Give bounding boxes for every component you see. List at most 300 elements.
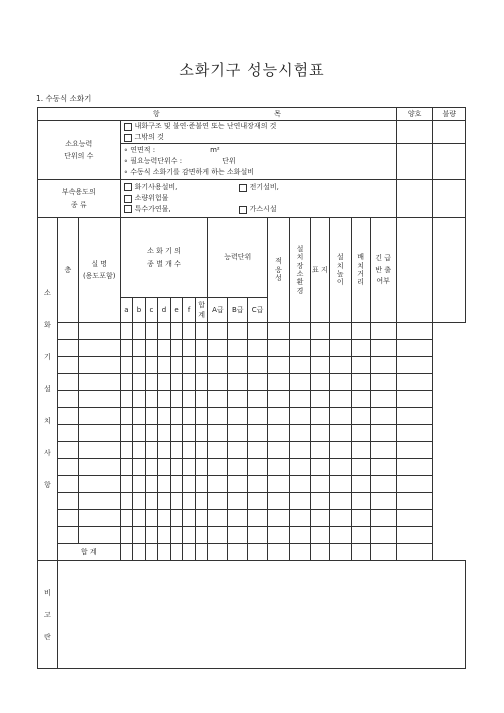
entry-cell[interactable] <box>370 357 396 374</box>
entry-cell[interactable] <box>329 357 351 374</box>
entry-cell[interactable] <box>290 425 311 442</box>
loc-char: 환 <box>296 278 304 287</box>
entry-cell[interactable] <box>170 374 183 391</box>
install-good-cell[interactable] <box>396 218 433 323</box>
entry-cell[interactable] <box>78 476 120 493</box>
entry-cell[interactable] <box>396 442 433 459</box>
entry-cell[interactable] <box>158 391 171 408</box>
entry-cell[interactable] <box>120 527 133 544</box>
capacity-option-2[interactable] <box>121 132 396 143</box>
entry-cell[interactable] <box>57 357 78 374</box>
entry-cell[interactable] <box>183 408 196 425</box>
entry-cell[interactable] <box>268 476 290 493</box>
entry-cell[interactable] <box>370 323 396 340</box>
entry-cell[interactable] <box>248 391 268 408</box>
capacity-label-2: 단위의 수 <box>64 152 94 160</box>
entry-cell[interactable] <box>183 391 196 408</box>
entry-cell[interactable] <box>351 527 370 544</box>
entry-cell[interactable] <box>310 425 329 442</box>
entry-cell[interactable] <box>120 425 133 442</box>
entry-cell[interactable] <box>170 425 183 442</box>
entry-cell[interactable] <box>248 357 268 374</box>
entry-cell[interactable] <box>57 510 78 527</box>
entry-cell[interactable] <box>268 357 290 374</box>
entry-cell[interactable] <box>268 408 290 425</box>
entry-cell[interactable] <box>170 459 183 476</box>
entry-cell[interactable] <box>183 527 196 544</box>
entry-cell[interactable] <box>158 459 171 476</box>
entry-cell[interactable] <box>290 510 311 527</box>
entry-cell[interactable] <box>120 340 133 357</box>
entry-cell[interactable] <box>268 459 290 476</box>
entry-cell[interactable] <box>228 391 248 408</box>
entry-cell[interactable] <box>78 442 120 459</box>
entry-cell[interactable] <box>290 357 311 374</box>
entry-cell[interactable] <box>396 391 433 408</box>
table-row <box>38 357 466 374</box>
entry-cell[interactable] <box>310 408 329 425</box>
entry-cell[interactable] <box>351 408 370 425</box>
header-item <box>38 108 397 121</box>
total-cell[interactable] <box>183 544 196 561</box>
entry-cell[interactable] <box>248 493 268 510</box>
checkbox-icon[interactable] <box>239 184 247 192</box>
entry-cell[interactable] <box>351 442 370 459</box>
entry-cell[interactable] <box>208 442 228 459</box>
entry-cell[interactable] <box>370 391 396 408</box>
entry-cell[interactable] <box>370 442 396 459</box>
entry-cell[interactable] <box>158 510 171 527</box>
entry-cell[interactable] <box>78 459 120 476</box>
entry-cell[interactable] <box>396 459 433 476</box>
checkbox-icon[interactable] <box>239 206 247 214</box>
entry-cell[interactable] <box>120 493 133 510</box>
entry-cell[interactable] <box>120 408 133 425</box>
capacity-good-cell[interactable] <box>396 121 433 144</box>
entry-cell[interactable] <box>57 374 78 391</box>
entry-cell[interactable] <box>183 459 196 476</box>
entry-cell[interactable] <box>268 493 290 510</box>
entry-cell[interactable] <box>170 408 183 425</box>
entry-cell[interactable] <box>396 323 433 340</box>
entry-cell[interactable] <box>145 374 158 391</box>
entry-cell[interactable] <box>145 493 158 510</box>
entry-cell[interactable] <box>268 442 290 459</box>
total-cell[interactable] <box>170 544 183 561</box>
entry-cell[interactable] <box>208 510 228 527</box>
entry-cell[interactable] <box>396 493 433 510</box>
entry-cell[interactable] <box>370 459 396 476</box>
entry-cell[interactable] <box>228 510 248 527</box>
entry-cell[interactable] <box>195 510 208 527</box>
capacity-detail-bad-cell[interactable] <box>433 144 466 180</box>
entry-cell[interactable] <box>57 476 78 493</box>
entry-cell[interactable] <box>120 357 133 374</box>
entry-cell[interactable] <box>290 493 311 510</box>
entry-cell[interactable] <box>208 425 228 442</box>
entry-cell[interactable] <box>268 323 290 340</box>
entry-cell[interactable] <box>195 476 208 493</box>
entry-cell[interactable] <box>145 510 158 527</box>
total-cell[interactable] <box>268 544 290 561</box>
entry-cell[interactable] <box>228 323 248 340</box>
entry-cell[interactable] <box>268 340 290 357</box>
entry-cell[interactable] <box>329 459 351 476</box>
entry-cell[interactable] <box>396 425 433 442</box>
accessory-opt-4: 특수가연물, <box>134 205 171 214</box>
remarks-field[interactable] <box>57 561 465 669</box>
entry-cell[interactable] <box>120 476 133 493</box>
entry-cell[interactable] <box>248 476 268 493</box>
entry-cell[interactable] <box>351 340 370 357</box>
accessory-bad-cell[interactable] <box>433 180 466 218</box>
accessory-line-1 <box>121 182 396 193</box>
entry-cell[interactable] <box>370 408 396 425</box>
entry-cell[interactable] <box>351 391 370 408</box>
entry-cell[interactable] <box>170 323 183 340</box>
capacity-option-1[interactable] <box>121 121 396 132</box>
entry-cell[interactable] <box>351 357 370 374</box>
total-cell[interactable] <box>120 544 133 561</box>
entry-cell[interactable] <box>208 323 228 340</box>
entry-cell[interactable] <box>120 510 133 527</box>
entry-cell[interactable] <box>329 476 351 493</box>
entry-cell[interactable] <box>170 391 183 408</box>
entry-cell[interactable] <box>208 374 228 391</box>
table-row <box>38 425 466 442</box>
entry-cell[interactable] <box>57 323 78 340</box>
checkbox-icon[interactable] <box>124 123 132 131</box>
entry-cell[interactable] <box>57 493 78 510</box>
entry-cell[interactable] <box>183 357 196 374</box>
entry-cell[interactable] <box>310 391 329 408</box>
entry-cell[interactable] <box>195 374 208 391</box>
entry-cell[interactable] <box>78 391 120 408</box>
entry-cell[interactable] <box>158 357 171 374</box>
entry-cell[interactable] <box>78 527 120 544</box>
entry-cell[interactable] <box>396 340 433 357</box>
room-header-2: (용도포함) <box>82 272 116 280</box>
entry-cell[interactable] <box>170 442 183 459</box>
entry-cell[interactable] <box>351 374 370 391</box>
total-cell[interactable] <box>195 544 208 561</box>
entry-cell[interactable] <box>248 510 268 527</box>
entry-cell[interactable] <box>57 340 78 357</box>
entry-cell[interactable] <box>170 527 183 544</box>
entry-cell[interactable] <box>145 459 158 476</box>
entry-cell[interactable] <box>351 459 370 476</box>
entry-cell[interactable] <box>133 425 146 442</box>
entry-cell[interactable] <box>208 527 228 544</box>
entry-cell[interactable] <box>329 493 351 510</box>
entry-cell[interactable] <box>228 442 248 459</box>
entry-cell[interactable] <box>57 442 78 459</box>
checkbox-icon[interactable] <box>124 205 132 213</box>
entry-cell[interactable] <box>133 442 146 459</box>
entry-cell[interactable] <box>145 357 158 374</box>
entry-cell[interactable] <box>396 357 433 374</box>
entry-cell[interactable] <box>310 527 329 544</box>
entry-cell[interactable] <box>208 476 228 493</box>
entry-cell[interactable] <box>195 442 208 459</box>
entry-cell[interactable] <box>145 476 158 493</box>
capacity-detail-good-cell[interactable] <box>396 144 433 180</box>
entry-cell[interactable] <box>120 374 133 391</box>
entry-cell[interactable] <box>78 323 120 340</box>
entry-cell[interactable] <box>248 340 268 357</box>
entry-cell[interactable] <box>329 527 351 544</box>
entry-cell[interactable] <box>195 408 208 425</box>
entry-cell[interactable] <box>170 493 183 510</box>
entry-cell[interactable] <box>78 510 120 527</box>
entry-cell[interactable] <box>195 391 208 408</box>
entry-cell[interactable] <box>310 493 329 510</box>
entry-cell[interactable] <box>290 459 311 476</box>
entry-cell[interactable] <box>290 374 311 391</box>
entry-cell[interactable] <box>145 391 158 408</box>
count-header <box>120 218 208 298</box>
entry-cell[interactable] <box>133 510 146 527</box>
total-cell[interactable] <box>351 544 370 561</box>
entry-cell[interactable] <box>351 476 370 493</box>
entry-cell[interactable] <box>228 493 248 510</box>
entry-cell[interactable] <box>248 408 268 425</box>
entry-cell[interactable] <box>228 408 248 425</box>
entry-cell[interactable] <box>290 442 311 459</box>
checkbox-icon[interactable] <box>124 134 132 142</box>
entry-cell[interactable] <box>133 357 146 374</box>
entry-cell[interactable] <box>78 493 120 510</box>
entry-cell[interactable] <box>208 357 228 374</box>
entry-cell[interactable] <box>228 527 248 544</box>
entry-cell[interactable] <box>170 357 183 374</box>
entry-cell[interactable] <box>228 374 248 391</box>
entry-cell[interactable] <box>78 357 120 374</box>
entry-cell[interactable] <box>133 527 146 544</box>
entry-cell[interactable] <box>396 476 433 493</box>
entry-cell[interactable] <box>370 510 396 527</box>
entry-cell[interactable] <box>78 425 120 442</box>
entry-cell[interactable] <box>183 476 196 493</box>
entry-cell[interactable] <box>183 323 196 340</box>
dist-char: 리 <box>357 278 364 287</box>
entry-cell[interactable] <box>78 340 120 357</box>
entry-cell[interactable] <box>145 340 158 357</box>
entry-cell[interactable] <box>78 374 120 391</box>
entry-cell[interactable] <box>133 340 146 357</box>
entry-cell[interactable] <box>158 340 171 357</box>
entry-cell[interactable] <box>310 374 329 391</box>
total-cell[interactable] <box>310 544 329 561</box>
accessory-label-2: 종 류 <box>70 200 87 209</box>
accessory-options-cell <box>120 180 396 218</box>
entry-cell[interactable] <box>268 391 290 408</box>
entry-cell[interactable] <box>133 391 146 408</box>
entry-cell[interactable] <box>145 408 158 425</box>
entry-cell[interactable] <box>290 408 311 425</box>
entry-cell[interactable] <box>195 323 208 340</box>
entry-cell[interactable] <box>370 425 396 442</box>
entry-cell[interactable] <box>248 442 268 459</box>
entry-cell[interactable] <box>310 340 329 357</box>
entry-cell[interactable] <box>310 510 329 527</box>
entry-cell[interactable] <box>183 374 196 391</box>
entry-cell[interactable] <box>208 340 228 357</box>
entry-cell[interactable] <box>370 493 396 510</box>
entry-cell[interactable] <box>133 374 146 391</box>
entry-cell[interactable] <box>329 323 351 340</box>
entry-cell[interactable] <box>329 340 351 357</box>
entry-cell[interactable] <box>195 340 208 357</box>
entry-cell[interactable] <box>248 527 268 544</box>
entry-cell[interactable] <box>57 425 78 442</box>
entry-cell[interactable] <box>228 340 248 357</box>
entry-cell[interactable] <box>57 527 78 544</box>
entry-cell[interactable] <box>290 323 311 340</box>
total-cell[interactable] <box>396 544 433 561</box>
entry-cell[interactable] <box>170 476 183 493</box>
checkbox-icon[interactable] <box>124 183 132 191</box>
entry-cell[interactable] <box>183 425 196 442</box>
entry-cell[interactable] <box>195 527 208 544</box>
area-row <box>121 145 396 156</box>
entry-cell[interactable] <box>145 425 158 442</box>
total-cell[interactable] <box>290 544 311 561</box>
accessory-good-cell[interactable] <box>396 180 433 218</box>
entry-cell[interactable] <box>183 442 196 459</box>
entry-cell[interactable] <box>183 493 196 510</box>
entry-cell[interactable] <box>329 442 351 459</box>
entry-cell[interactable] <box>195 425 208 442</box>
entry-cell[interactable] <box>268 425 290 442</box>
entry-cell[interactable] <box>290 391 311 408</box>
entry-cell[interactable] <box>351 510 370 527</box>
total-cell[interactable] <box>145 544 158 561</box>
total-cell[interactable] <box>329 544 351 561</box>
entry-cell[interactable] <box>351 323 370 340</box>
entry-cell[interactable] <box>351 425 370 442</box>
entry-cell[interactable] <box>310 357 329 374</box>
entry-cell[interactable] <box>195 459 208 476</box>
entry-cell[interactable] <box>228 459 248 476</box>
entry-cell[interactable] <box>396 527 433 544</box>
entry-cell[interactable] <box>248 459 268 476</box>
entry-cell[interactable] <box>158 323 171 340</box>
entry-cell[interactable] <box>158 493 171 510</box>
entry-cell[interactable] <box>329 425 351 442</box>
table-row <box>38 561 466 669</box>
table-row <box>38 510 466 527</box>
entry-cell[interactable] <box>208 493 228 510</box>
table-row <box>38 476 466 493</box>
entry-cell[interactable] <box>396 374 433 391</box>
total-cell[interactable] <box>248 544 268 561</box>
entry-cell[interactable] <box>158 374 171 391</box>
entry-cell[interactable] <box>195 493 208 510</box>
total-cell[interactable] <box>133 544 146 561</box>
entry-cell[interactable] <box>133 408 146 425</box>
entry-cell[interactable] <box>370 340 396 357</box>
entry-cell[interactable] <box>329 408 351 425</box>
entry-cell[interactable] <box>170 340 183 357</box>
entry-cell[interactable] <box>290 527 311 544</box>
total-cell[interactable] <box>158 544 171 561</box>
total-cell[interactable] <box>370 544 396 561</box>
entry-cell[interactable] <box>57 391 78 408</box>
entry-cell[interactable] <box>120 323 133 340</box>
entry-cell[interactable] <box>290 340 311 357</box>
entry-cell[interactable] <box>170 510 183 527</box>
entry-cell[interactable] <box>208 408 228 425</box>
entry-cell[interactable] <box>208 459 228 476</box>
entry-cell[interactable] <box>133 476 146 493</box>
checkbox-icon[interactable] <box>124 195 132 203</box>
entry-cell[interactable] <box>248 374 268 391</box>
entry-cell[interactable] <box>248 425 268 442</box>
entry-cell[interactable] <box>120 442 133 459</box>
entry-cell[interactable] <box>158 527 171 544</box>
install-bad-cell[interactable] <box>433 218 466 323</box>
entry-cell[interactable] <box>133 459 146 476</box>
entry-cell[interactable] <box>290 476 311 493</box>
entry-cell[interactable] <box>268 374 290 391</box>
entry-cell[interactable] <box>120 391 133 408</box>
entry-cell[interactable] <box>329 374 351 391</box>
entry-cell[interactable] <box>370 527 396 544</box>
dist-char: 거 <box>357 270 364 278</box>
entry-cell[interactable] <box>145 442 158 459</box>
header-item-a: 항 <box>152 109 160 118</box>
entry-cell[interactable] <box>329 510 351 527</box>
entry-cell[interactable] <box>183 510 196 527</box>
entry-cell[interactable] <box>310 476 329 493</box>
entry-cell[interactable] <box>370 374 396 391</box>
entry-cell[interactable] <box>195 357 208 374</box>
entry-cell[interactable] <box>183 340 196 357</box>
entry-cell[interactable] <box>370 476 396 493</box>
entry-cell[interactable] <box>228 425 248 442</box>
entry-cell[interactable] <box>145 323 158 340</box>
entry-cell[interactable] <box>133 323 146 340</box>
entry-cell[interactable] <box>158 425 171 442</box>
entry-cell[interactable] <box>396 510 433 527</box>
entry-cell[interactable] <box>158 408 171 425</box>
entry-cell[interactable] <box>268 527 290 544</box>
capacity-bad-cell[interactable] <box>433 121 466 144</box>
entry-cell[interactable] <box>228 357 248 374</box>
entry-cell[interactable] <box>228 476 248 493</box>
entry-cell[interactable] <box>310 323 329 340</box>
entry-cell[interactable] <box>268 510 290 527</box>
entry-cell[interactable] <box>120 459 133 476</box>
entry-cell[interactable] <box>158 442 171 459</box>
entry-cell[interactable] <box>57 459 78 476</box>
entry-cell[interactable] <box>310 442 329 459</box>
entry-cell[interactable] <box>396 408 433 425</box>
entry-cell[interactable] <box>351 493 370 510</box>
total-cell[interactable] <box>228 544 248 561</box>
entry-cell[interactable] <box>310 459 329 476</box>
entry-cell[interactable] <box>208 391 228 408</box>
entry-cell[interactable] <box>329 391 351 408</box>
total-cell[interactable] <box>208 544 228 561</box>
entry-cell[interactable] <box>57 408 78 425</box>
entry-cell[interactable] <box>248 323 268 340</box>
entry-cell[interactable] <box>158 476 171 493</box>
entry-cell[interactable] <box>133 493 146 510</box>
entry-cell[interactable] <box>78 408 120 425</box>
entry-cell[interactable] <box>145 527 158 544</box>
